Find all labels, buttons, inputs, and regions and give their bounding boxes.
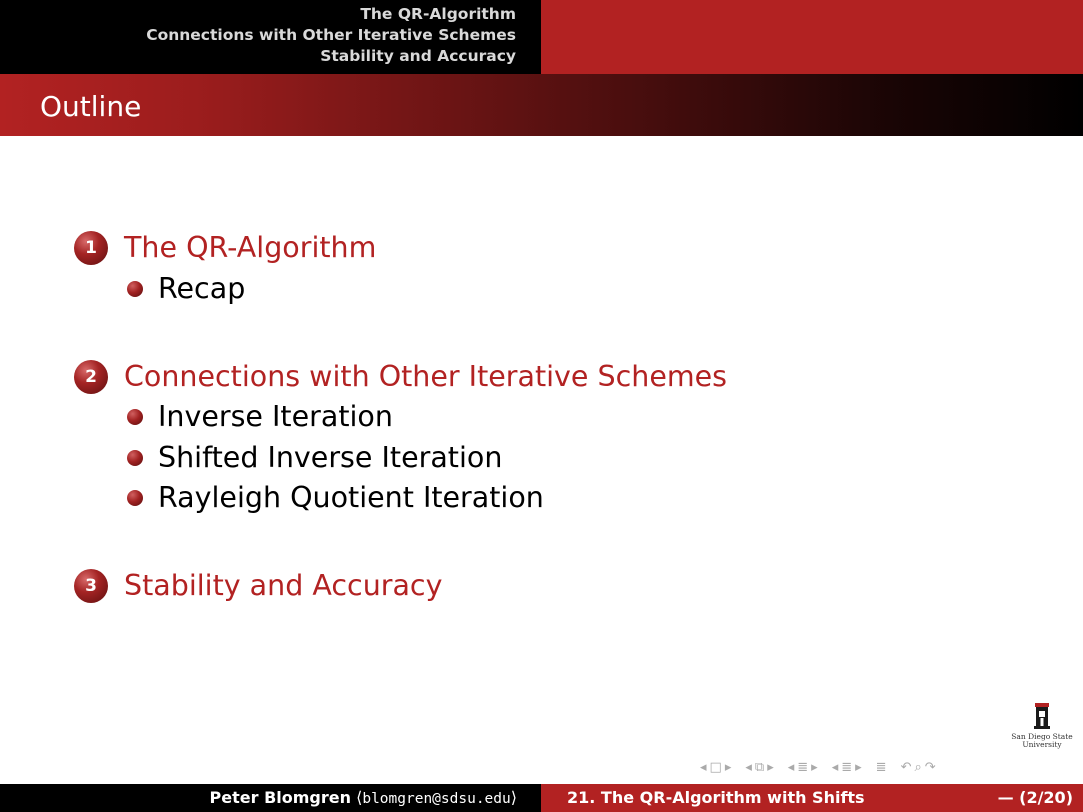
- toc-subsection-title[interactable]: Recap: [158, 272, 246, 305]
- toc-subsection[interactable]: [127, 272, 245, 306]
- search-icon[interactable]: ⌕: [914, 759, 922, 775]
- header-section-link[interactable]: The QR-Algorithm: [360, 5, 516, 23]
- footer-talk-title: 21. The QR-Algorithm with Shifts: [567, 788, 865, 807]
- toc-section-title[interactable]: The QR-Algorithm: [124, 231, 377, 264]
- nav-left-arrow-icon[interactable]: ◂: [787, 759, 795, 775]
- footer-page-number: — (2/20): [997, 788, 1073, 807]
- nav-frame-icon[interactable]: □: [709, 759, 722, 775]
- nav-section-icon[interactable]: ≣: [841, 759, 853, 775]
- header-section-panel: [0, 0, 541, 74]
- toc-subsection[interactable]: [127, 481, 544, 515]
- header-section-link[interactable]: Stability and Accuracy: [320, 47, 516, 65]
- nav-left-arrow-icon[interactable]: ◂: [745, 759, 752, 775]
- bullet-ball-icon: [127, 281, 143, 297]
- section-number-ball: 2: [74, 360, 108, 394]
- header-section-list: [146, 4, 516, 67]
- toc-section[interactable]: [74, 569, 442, 603]
- toc-section-title[interactable]: Stability and Accuracy: [124, 569, 443, 602]
- nav-left-arrow-icon[interactable]: ◂: [831, 759, 839, 775]
- nav-right-arrow-icon[interactable]: ▸: [724, 759, 732, 775]
- nav-right-arrow-icon[interactable]: ▸: [811, 759, 818, 775]
- toc-subsection-title[interactable]: Inverse Iteration: [158, 400, 393, 433]
- nav-section-icon[interactable]: ≣: [797, 759, 809, 775]
- toc-subsection[interactable]: [127, 400, 393, 434]
- nav-forward-icon[interactable]: ↷: [924, 759, 936, 775]
- frame-title: Outline: [40, 90, 142, 123]
- email-bracket: ⟨: [356, 788, 363, 807]
- bullet-ball-icon: [127, 450, 143, 466]
- toc-subsection[interactable]: [127, 441, 502, 475]
- footer-author: [210, 788, 517, 809]
- header-accent-panel: [541, 0, 1083, 74]
- section-number-ball: 3: [74, 569, 108, 603]
- footer-title-panel: [541, 784, 1083, 812]
- toc-section[interactable]: [74, 360, 727, 394]
- author-name: Peter Blomgren: [209, 788, 351, 807]
- nav-left-arrow-icon[interactable]: ◂: [700, 759, 707, 775]
- nav-outline-icon[interactable]: ≣: [875, 759, 887, 775]
- toc-section[interactable]: [74, 231, 376, 265]
- footer-author-panel: [0, 784, 541, 812]
- toc-section-title[interactable]: Connections with Other Iterative Schemes: [124, 360, 728, 393]
- author-email: blomgren@sdsu.edu: [362, 791, 511, 807]
- logo-text-line: University: [1022, 740, 1062, 749]
- nav-right-arrow-icon[interactable]: ▸: [767, 759, 774, 775]
- section-number-ball: 1: [74, 231, 108, 265]
- email-bracket: ⟩: [510, 788, 517, 807]
- bullet-ball-icon: [127, 490, 143, 506]
- toc-subsection-title[interactable]: Rayleigh Quotient Iteration: [158, 481, 544, 514]
- nav-right-arrow-icon[interactable]: ▸: [855, 759, 862, 775]
- toc-subsection-title[interactable]: Shifted Inverse Iteration: [158, 441, 503, 474]
- nav-back-icon[interactable]: ↶: [900, 759, 912, 775]
- university-logo: [1007, 703, 1077, 751]
- frame-title-bar: [0, 74, 1083, 136]
- bullet-ball-icon: [127, 409, 143, 425]
- header-section-link[interactable]: Connections with Other Iterative Schemes: [146, 26, 516, 44]
- logo-text-line: San Diego State: [1011, 732, 1073, 741]
- tower-logo-icon: [1032, 703, 1052, 729]
- beamer-navigation: [700, 758, 939, 776]
- nav-subsection-icon[interactable]: ⧉: [754, 759, 765, 775]
